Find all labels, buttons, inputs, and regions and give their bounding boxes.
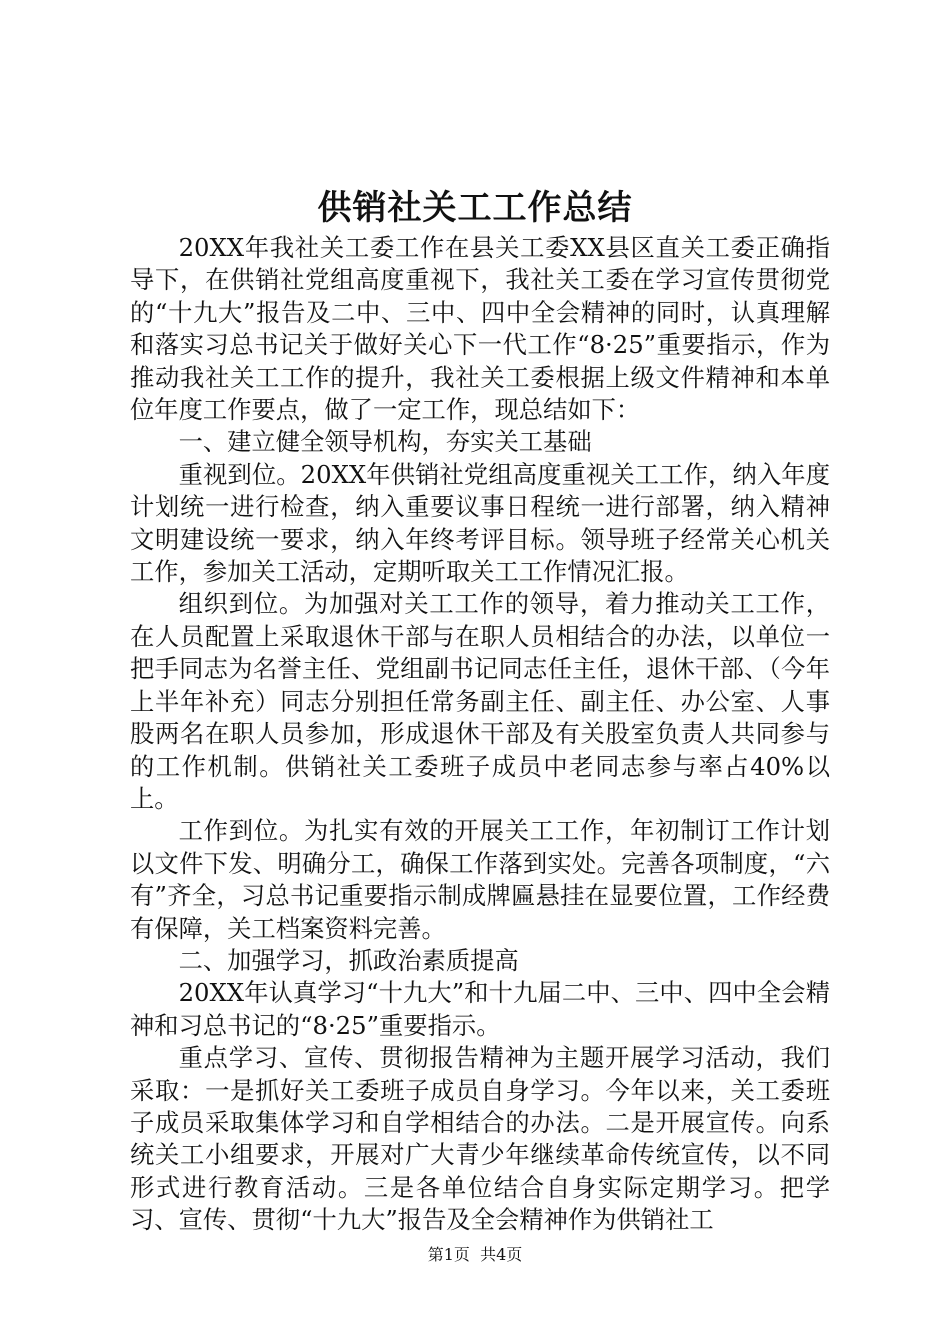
paragraph-organization: 组织到位。为加强对关工工作的领导，着力推动关工工作，在人员配置上采取退休干部与在职人员相结合的办法，以单位一把手同志为名誉主任、党组副书记同志任主任，退休干部、（今年上半年补充）同志分别担任常务副主任、副主任、办公室、人事股两名在职人员参加，形成退休干部及有关股室负责人共同参与的工作机制。供销社关工委班子成员中老同志参与率占40%以上。 xyxy=(130,589,830,813)
section-heading-2: 二、加强学习，抓政治素质提高 xyxy=(178,945,519,975)
page-number: 第1页 xyxy=(427,1245,470,1264)
paragraph-intro: 20XX年我社关工委工作在县关工委XX县区直关工委正确指导下，在供销社党组高度重视下，我社关工委在学习宣传贯彻党的“十九大”报告及二中、三中、四中全会精神的同时，认真理解和落实习总书记关于做好关心下一代工作“8·25”重要指示，作为推动我社关工工作的提升，我社关工委根据上级文件精神和本单位年度工作要点，做了一定工作，现总结如下： xyxy=(130,233,830,425)
paragraph-study: 20XX年认真学习“十九大”和十九届二中、三中、四中全会精神和习总书记的“8·25”重要指示。 xyxy=(130,978,830,1040)
page-total: 共4页 xyxy=(480,1245,523,1264)
paragraph-key-study: 重点学习、宣传、贯彻报告精神为主题开展学习活动，我们采取：一是抓好关工委班子成员自身学习。今年以来，关工委班子成员采取集体学习和自学相结合的办法。二是开展宣传。向系统关工小组要求，开展对广大青少年继续革命传统宣传，以不同形式进行教育活动。三是各单位结合自身实际定期学习。把学习、宣传、贯彻“十九大”报告及全会精神作为供销社工 xyxy=(130,1043,830,1235)
document-title: 供销社关工工作总结 xyxy=(317,188,633,228)
document-body xyxy=(130,232,830,1237)
paragraph-work: 工作到位。为扎实有效的开展关工工作，年初制订工作计划以文件下发、明确分工，确保工作落到实处。完善各项制度，“六有”齐全，习总书记重要指示制成牌匾悬挂在显要位置，工作经费有保障，关工档案资料完善。 xyxy=(130,816,830,943)
paragraph-attention: 重视到位。20XX年供销社党组高度重视关工工作，纳入年度计划统一进行检查，纳入重要议事日程统一进行部署，纳入精神文明建设统一要求，纳入年终考评目标。领导班子经常关心机关工作，参加关工活动，定期听取关工工作情况汇报。 xyxy=(130,459,830,587)
section-heading-1: 一、建立健全领导机构，夯实关工基础 xyxy=(178,427,592,457)
page-footer xyxy=(0,1243,950,1267)
